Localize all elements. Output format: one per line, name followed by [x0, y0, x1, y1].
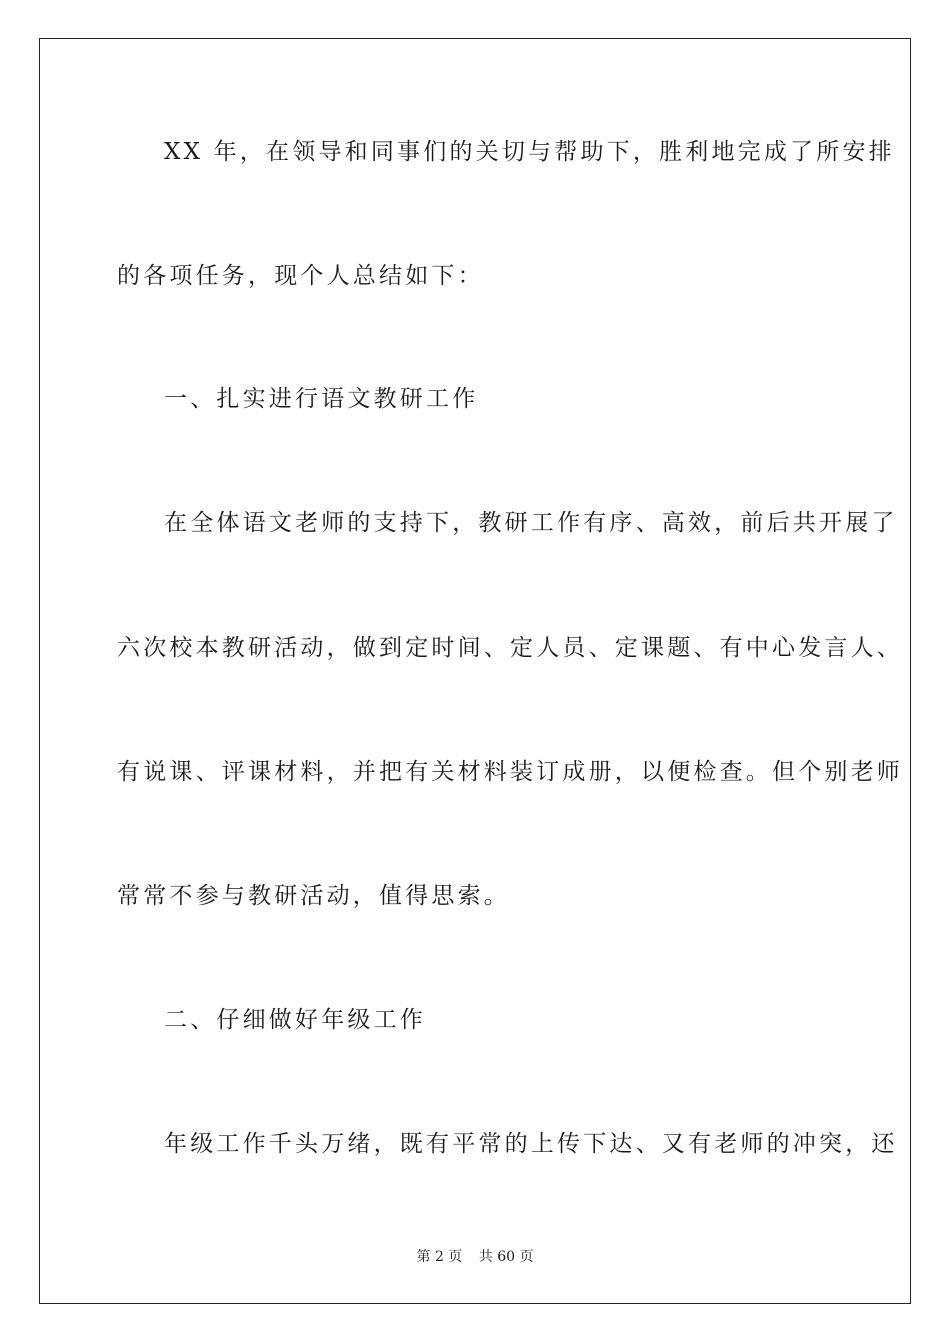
paragraph-line: XX 年，在领导和同事们的关切与帮助下，胜利地完成了所安排: [164, 139, 895, 165]
page-total: 共 60 页: [478, 1249, 534, 1265]
paragraph-line: 有说课、评课材料，并把有关材料装订成册，以便检查。但个别老师: [117, 759, 903, 785]
paragraph-line: 的各项任务，现个人总结如下：: [117, 263, 484, 289]
paragraph-line: 年级工作千头万绪，既有平常的上传下达、又有老师的冲突，还: [164, 1131, 898, 1157]
section-heading: 二、仔细做好年级工作: [164, 1007, 426, 1033]
paragraph-line: 常常不参与教研活动，值得思索。: [117, 883, 510, 909]
page-footer: [0, 1247, 950, 1267]
paragraph-line: 六次校本教研活动，做到定时间、定人员、定课题、有中心发言人、: [117, 635, 903, 661]
page-border: [39, 38, 911, 1304]
page-number: 第 2 页: [416, 1249, 463, 1265]
paragraph-line: 在全体语文老师的支持下，教研工作有序、高效，前后共开展了: [164, 510, 898, 536]
section-heading: 一、扎实进行语文教研工作: [164, 386, 479, 412]
